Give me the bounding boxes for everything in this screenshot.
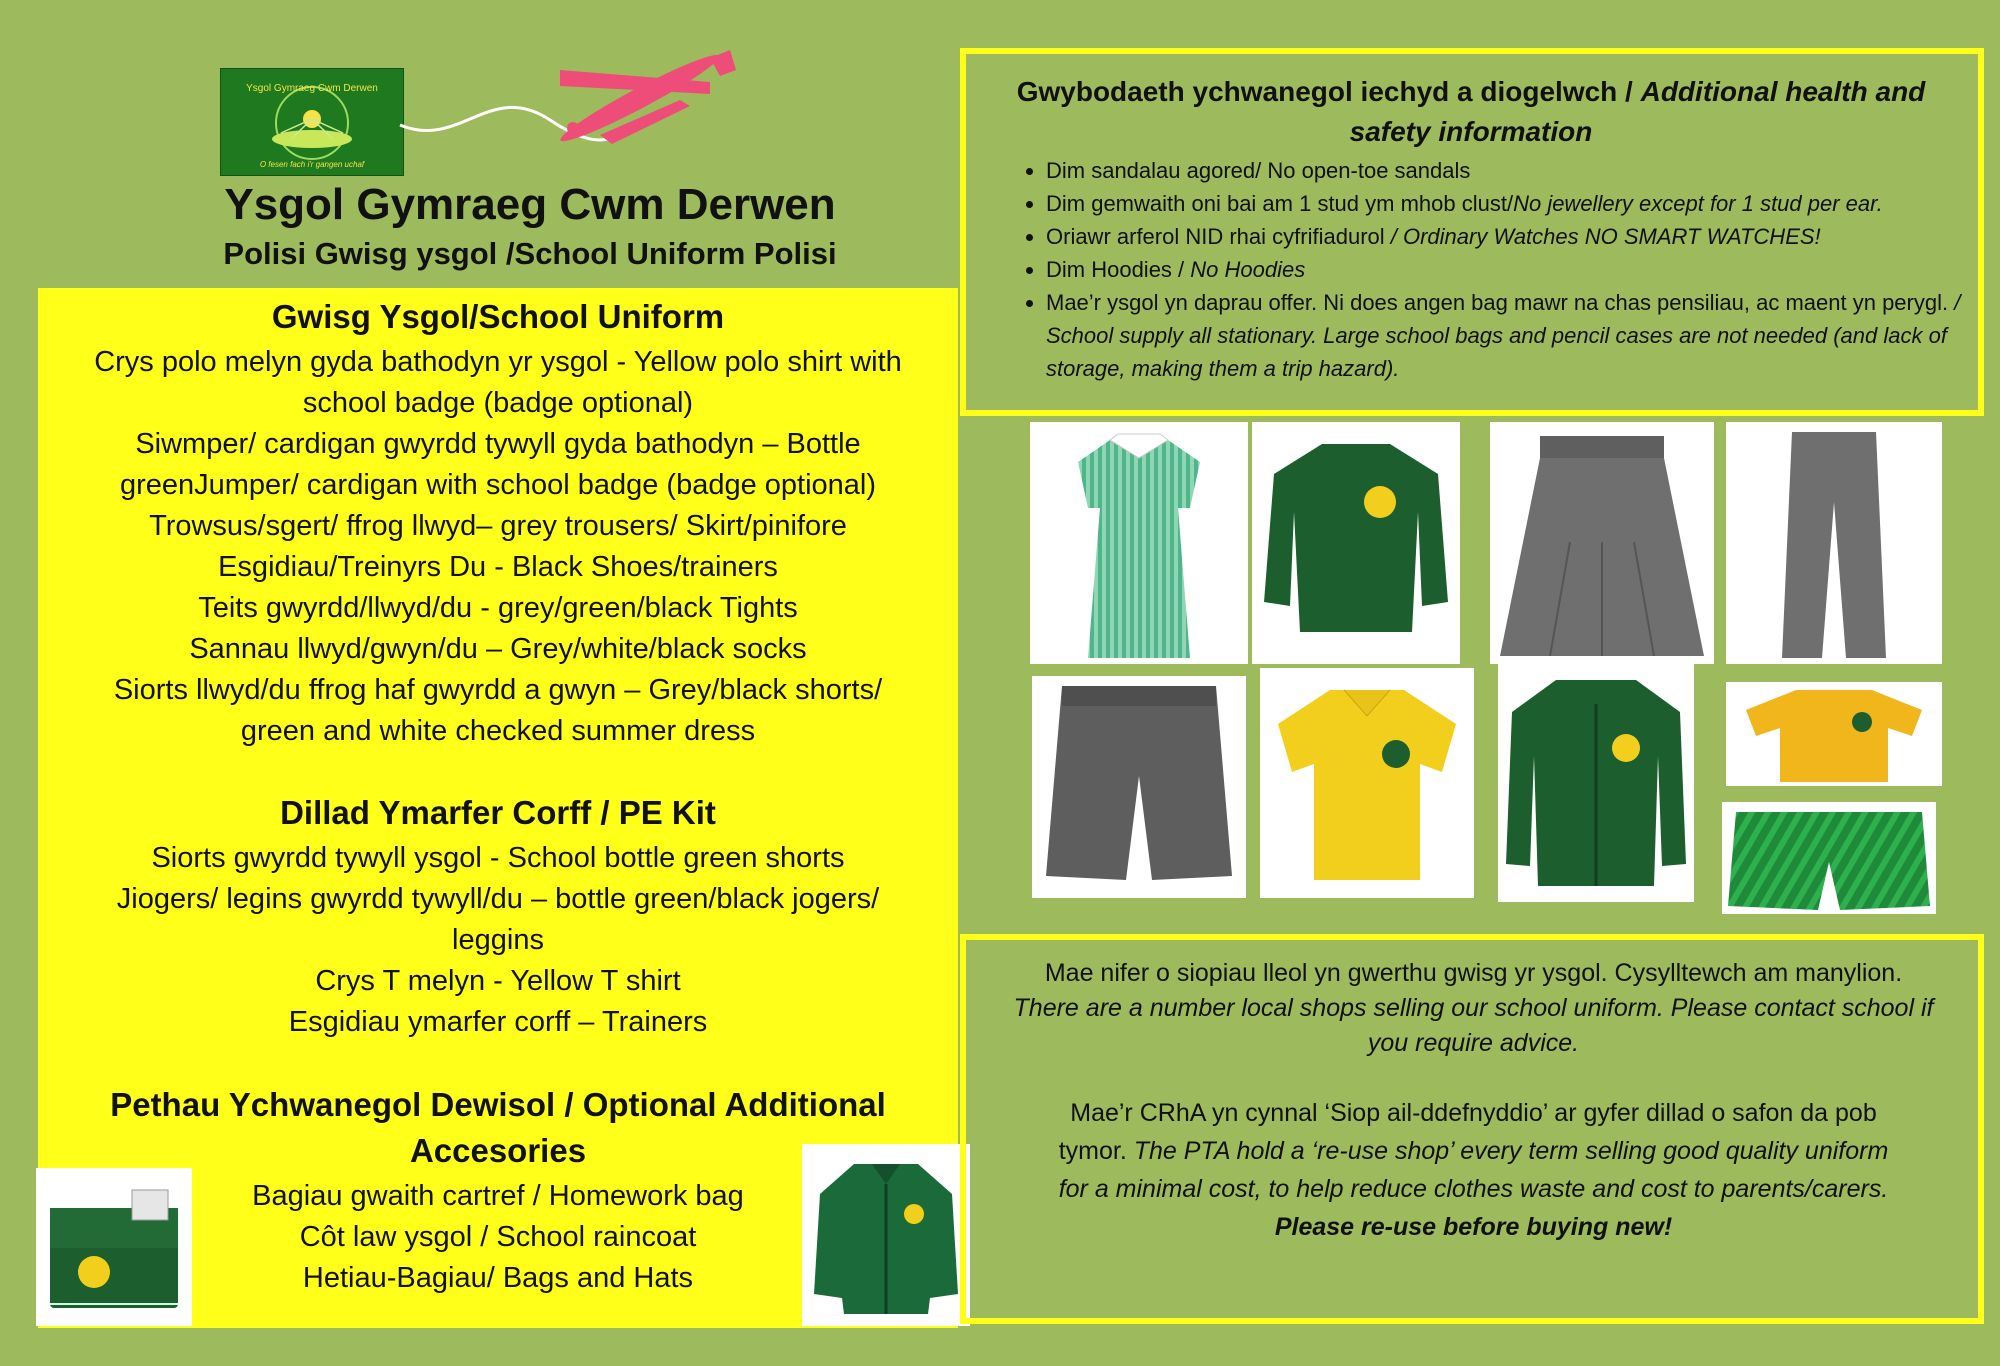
reuse-line: for a minimal cost, to help reduce clothes waste and cost to parents/carers. <box>1058 1175 1889 1203</box>
shops-line: There are a number local shops selling our school uniform. Please contact school if <box>1013 994 1934 1022</box>
raincoat-photo <box>802 1144 970 1326</box>
pe-line: Jiogers/ legins gwyrdd tywyll/du – bottle green/black jogers/ <box>116 883 880 915</box>
pe-line: Esgidiau ymarfer corff – Trainers <box>288 1006 708 1038</box>
safety-item: • Oriawr arferol NID rhai cyfrifiadurol / Ordinary Watches NO SMART WATCHES! <box>1046 220 1976 253</box>
svg-text:Ysgol Gymraeg Cwm Derwen: Ysgol Gymraeg Cwm Derwen <box>246 83 378 94</box>
policy-title: Polisi Gwisg ysgol /School Uniform Polisi <box>223 236 837 271</box>
pe-line: leggins <box>452 924 544 956</box>
optional-line: Côt law ysgol / School raincoat <box>299 1221 697 1253</box>
trousers-photo <box>1726 422 1942 664</box>
shops-line: you require advice. <box>1367 1029 1580 1057</box>
safety-item: • Dim Hoodies / No Hoodies <box>1046 253 1976 286</box>
reuse-callout: Please re-use before buying new! <box>1274 1213 1673 1241</box>
cardigan-photo <box>1498 664 1694 902</box>
uniform-line: Esgidiau/Treinyrs Du - Black Shoes/trainers <box>218 551 778 583</box>
summer-dress-photo <box>1030 422 1248 664</box>
safety-list <box>1006 154 1976 385</box>
safety-item: • Mae’r ysgol yn daprau offer. Ni does angen bag mawr na chas pensiliau, ac maent yn perygl. / School supply all stationary. Large school bags and pencil cases are not needed (and lack of storage, making them a trip hazard). <box>1046 286 1976 385</box>
uniform-heading: Gwisg Ysgol/School Uniform <box>271 298 725 335</box>
safety-info-box <box>960 48 1984 416</box>
school-name: Ysgol Gymraeg Cwm Derwen <box>224 180 836 229</box>
shops-line: Mae nifer o siopiau lleol yn gwerthu gwisg yr ysgol. Cysylltewch am manylion. <box>1044 959 1903 987</box>
pe-line: Crys T melyn - Yellow T shirt <box>315 965 681 997</box>
uniform-line: Teits gwyrdd/llwyd/du - grey/green/black Tights <box>198 592 798 624</box>
optional-line: Hetiau-Bagiau/ Bags and Hats <box>302 1262 694 1294</box>
pe-line: Siorts gwyrdd tywyll ysgol - School bottle green shorts <box>151 842 845 874</box>
school-logo <box>220 68 404 176</box>
uniform-line: Siwmper/ cardigan gwyrdd tywyll gyda bathodyn – Bottle <box>135 428 861 460</box>
reuse-line: tymor. The PTA hold a ‘re-use shop’ every term selling good quality uniform <box>1058 1137 1889 1165</box>
optional-line: Bagiau gwaith cartref / Homework bag <box>252 1180 744 1212</box>
pe-tshirt-photo <box>1726 682 1942 786</box>
uniform-line: Trowsus/sgert/ ffrog llwyd– grey trousers/ Skirt/pinifore <box>149 510 847 542</box>
jumper-photo <box>1252 422 1460 664</box>
uniform-line: Siorts llwyd/du ffrog haf gwyrdd a gwyn – Grey/black shorts/ <box>113 674 883 706</box>
safety-item: • Dim sandalau agored/ No open-toe sandals <box>1046 154 1976 187</box>
uniform-line: Sannau llwyd/gwyn/du – Grey/white/black socks <box>189 633 807 665</box>
pe-shorts-photo <box>1722 802 1936 914</box>
shops-info-box <box>960 934 1984 1324</box>
airplane-illustration <box>380 40 750 170</box>
uniform-line: Crys polo melyn gyda bathodyn yr ysgol - Yellow polo shirt with <box>94 346 902 378</box>
polo-shirt-photo <box>1260 668 1474 898</box>
optional-heading: Pethau Ychwanegol Dewisol / Optional Additional <box>110 1086 886 1123</box>
skirt-photo <box>1490 422 1714 664</box>
safety-item: • Dim gemwaith oni bai am 1 stud ym mhob clust/No jewellery except for 1 stud per ear. <box>1046 187 1976 220</box>
uniform-line: greenJumper/ cardigan with school badge (badge optional) <box>119 469 877 501</box>
uniform-line: school badge (badge optional) <box>302 387 694 419</box>
shorts-photo <box>1032 676 1246 898</box>
svg-text:O fesen fach i'r gangen uchaf: O fesen fach i'r gangen uchaf <box>259 160 365 169</box>
homework-bag-photo <box>36 1168 192 1326</box>
safety-title: Gwybodaeth ychwanegol iechyd a diogelwch / Additional health and safety information <box>1016 76 1926 147</box>
reuse-line: Mae’r CRhA yn cynnal ‘Siop ail-ddefnyddio’ ar gyfer dillad o safon da pob <box>1070 1099 1877 1127</box>
uniform-line: green and white checked summer dress <box>240 715 756 747</box>
optional-heading-cont: Accesories <box>409 1132 587 1169</box>
pe-heading: Dillad Ymarfer Corff / PE Kit <box>280 794 716 831</box>
